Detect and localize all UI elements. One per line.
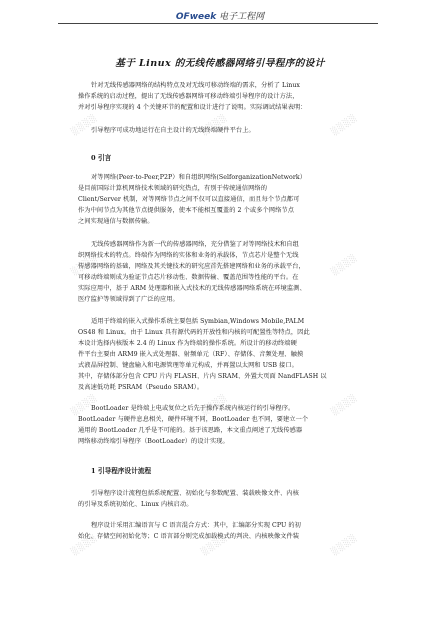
paragraph	[78, 239, 374, 305]
text-line: 通用的 BootLoader 几乎是不可能的。基于该思路，本文重点阐述了无线传感器	[78, 427, 303, 434]
text-line: 无线传感器网络作为新一代的传感器网络，充分借鉴了对等网络技术和自组	[91, 241, 299, 248]
header-tagline: 电子工程网	[216, 12, 265, 22]
text-line: 程序设计采用汇编语言与 C 语言混合方式：其中，汇编部分实现 CPU 的初	[91, 522, 301, 529]
header-brand: OFweek	[175, 12, 217, 22]
section-heading: 1 引导程序设计流程	[91, 467, 152, 475]
text-line: 其中，存储体部分包含 CPU 片内 FLASH、片内 SRAM、外置大页面 NandFLASH 以	[78, 373, 327, 380]
document-page: ░░░░ ░░░░ ░░░░ ░░░░ ░░░░ ░░░░ ░░░░ ░░░░ ░░░░ ░░░░ ░░░░ ░░░░ OFweek 电子工程网 基于 Linux 的无线传感器网络引导程序的设计 针对无线传感器网络的结构特点及对无线可移动终端的需求，分析了 Linux 操作系统的启动过程，提出了无线传感器网络可移动终端引导程序的设计方法， 并对引导程序实现的 4 个关键环节的配置和设计进行了说明。实际调试结果表明： 引导程序可成功地运行在自主设计的无线终端硬件平台上。 0 引言 对等网络(Peer-to-Peer,P2P）和自组织网络(SelforganizationNetwork） 是目前国际计算机网络技术领域的研究热点，有别于传统通信网络的 Client/Server 机制，对等网络节点之间不仅可以直接通信，而且每个节点都可 作为中间节点为其他节点提供服务，使本不能相互覆盖的 2 个或多个网络节点 之间实现通信与数据传输。 无线传感器网络作为新一代的传感器网络，充分借鉴了对等网络技术和自组 织网络技术的特点。终端作为网络的实体和业务的承载体，节点芯片是整个无线 传感器网络的基础，网络及其关键技术的研究应首先搭建网络和业务的承载平台， 可移动终端则成为验证节点芯片移动性、数据传输、覆盖范围等性能的平台。在 实际应用中，基于 ARM 处理器和嵌入式技术的无线传感器网络系统在环境监测、 医疗监护等领域得到了广泛的应用。 适用于终端的嵌入式操作系统主要包括 Symbian,Windows Mobile,PALM OS48 和 Linux。由于 Linux 具有源代码的开放性和内核的可配置性等特点，因此 本设计选择内核版本 2.4 的 Linux 作为终端的操作系统。所设计的移动终端硬 件平台主要由 ARM9 嵌入式处理器、射频单元（RF）、存储体、音频处理、触摸 式液晶屏控制、键盘输入和电源管理等单元构成，并再置以太网和 USB 接口。 其中，存储体部分包含 CPU 片内 FLASH、片内 SRAM、外置大页面 NandFLASH 以 及高速低功耗 PSRAM（Pseudo SRAM）。 BootLoader 是终端上电或复位之后先于操作系统内核运行的引导程序。 BootLoader 与硬件息息相关，硬件环境不同，BootLoader 也不同，要建立一个 通用的 BootLoader 几乎是不可能的。基于该思路，本文重点阐述了无线传感器 网络移动终端引导程序（BootLoader）的设计实现。 1 引导程序设计流程 引导程序设计流程包括系统配置、初始化与参数配置、装载映像文件、内核 的引导及系统初始化、Linux 内核启动。 程序设计采用汇编语言与 C 语言混合方式：其中，汇编部分实现 CPU 的初 始化、存储空间初始化等；C 语言部分则完成加载模式的判决、内核映像文件装	[0, 0, 440, 620]
text-line: BootLoader 是终端上电或复位之后先于操作系统内核运行的引导程序。	[91, 405, 295, 412]
text-line: 网络移动终端引导程序（BootLoader）的设计实现。	[78, 438, 229, 445]
text-line: 本设计选择内核版本 2.4 的 Linux 作为终端的操作系统。所设计的移动终端硬	[78, 340, 297, 347]
text-line: 对等网络(Peer-to-Peer,P2P）和自组织网络(SelforganizationNetwork）	[91, 174, 307, 181]
text-line: 的引导及系统初始化、Linux 内核启动。	[78, 501, 193, 508]
abstract-line: 针对无线传感器网络的结构特点及对无线可移动终端的需求，分析了 Linux	[91, 82, 301, 89]
abstract-line: 并对引导程序实现的 4 个关键环节的配置和设计进行了说明。实际调试结果表明：	[78, 104, 307, 111]
text-line: 始化、存储空间初始化等；C 语言部分则完成加载模式的判决、内核映像文件装	[78, 533, 300, 540]
text-line: 医疗监护等领域得到了广泛的应用。	[78, 296, 179, 303]
text-line: 适用于终端的嵌入式操作系统主要包括 Symbian,Windows Mobile,PALM	[91, 318, 305, 325]
text-line: OS48 和 Linux。由于 Linux 具有源代码的开放性和内核的可配置性等特点，因此	[78, 329, 310, 336]
text-line: 引导程序设计流程包括系统配置、初始化与参数配置、装载映像文件、内核	[91, 490, 299, 497]
text-line: 可移动终端则成为验证节点芯片移动性、数据传输、覆盖范围等性能的平台。在	[78, 274, 299, 281]
paragraph	[78, 488, 374, 510]
paragraph	[78, 172, 374, 227]
text-line: 织网络技术的特点。终端作为网络的实体和业务的承载体，节点芯片是整个无线	[78, 252, 299, 259]
text-line: Client/Server 机制，对等网络节点之间不仅可以直接通信，而且每个节点都可	[78, 196, 300, 203]
abstract-line: 引导程序可成功地运行在自主设计的无线终端硬件平台上。	[91, 127, 255, 134]
paragraph	[78, 520, 374, 542]
text-line: 件平台主要由 ARM9 嵌入式处理器、射频单元（RF）、存储体、音频处理、触摸	[78, 351, 304, 358]
paper-title: 基于 Linux 的无线传感器网络引导程序的设计	[115, 58, 325, 69]
text-line: 之间实现通信与数据传输。	[78, 218, 154, 225]
section-heading: 0 引言	[91, 154, 112, 162]
header-divider	[58, 23, 378, 24]
text-line: 式液晶屏控制、键盘输入和电源管理等单元构成，并再置以太网和 USB 接口。	[78, 362, 298, 369]
abstract-line: 操作系统的启动过程，提出了无线传感器网络可移动终端引导程序的设计方法，	[78, 93, 299, 100]
text-line: 及高速低功耗 PSRAM（Pseudo SRAM）。	[78, 384, 204, 391]
text-line: 实际应用中，基于 ARM 处理器和嵌入式技术的无线传感器网络系统在环境监测、	[78, 285, 306, 292]
paragraph	[78, 403, 374, 447]
text-line: 作为中间节点为其他节点提供服务，使本不能相互覆盖的 2 个或多个网络节点	[78, 207, 294, 214]
paragraph	[78, 316, 374, 393]
text-line: 是目前国际计算机网络技术领域的研究热点，有别于传统通信网络的	[78, 185, 267, 192]
abstract	[78, 80, 374, 136]
text-line: BootLoader 与硬件息息相关，硬件环境不同，BootLoader 也不同，要建立一个	[78, 416, 309, 423]
header-logo	[0, 9, 440, 22]
text-line: 传感器网络的基础，网络及其关键技术的研究应首先搭建网络和业务的承载平台，	[78, 263, 305, 270]
